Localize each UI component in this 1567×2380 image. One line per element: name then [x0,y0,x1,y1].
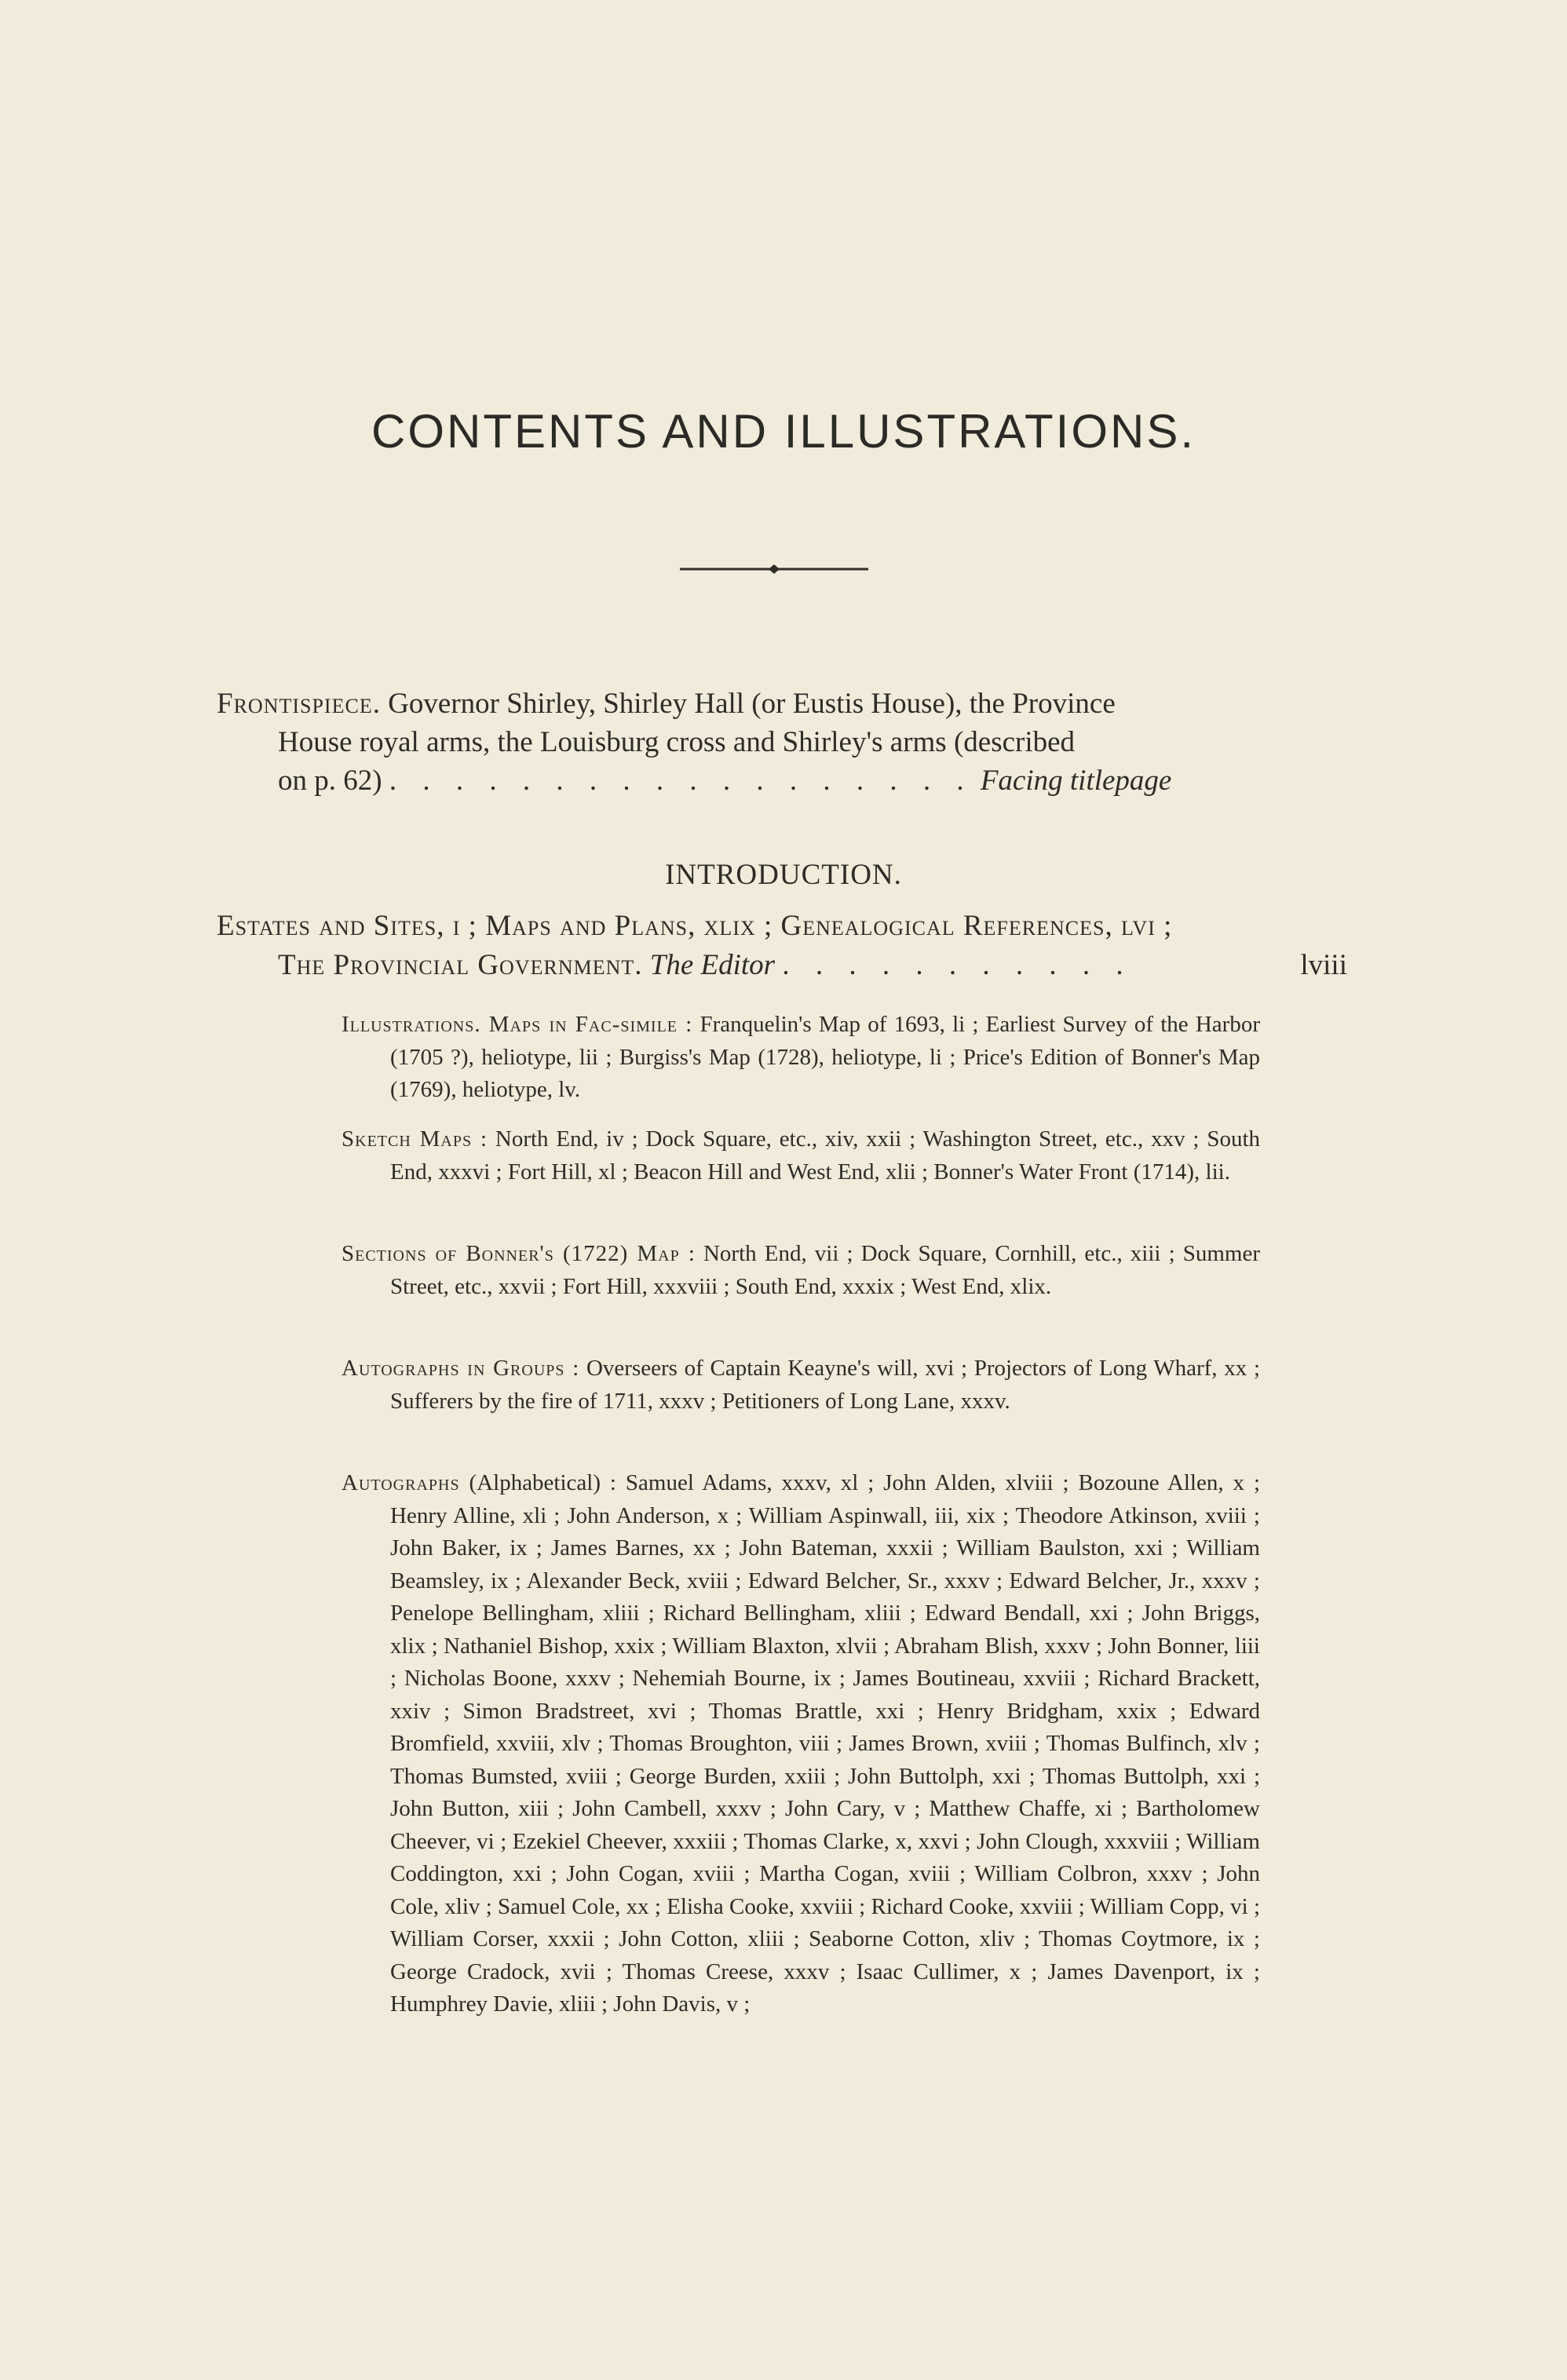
sketch-maps-text: North End, iv ; Dock Square, etc., xiv, xxii ; Washington Street, etc., xxv ; South End, xxxvi ; Fort Hill, xl ; Beacon Hill and West End, xlii ; Bonner's Water Front (1714), lii. [390,1126,1261,1185]
leader-dots: . . . . . . . . . . . . . . . . . . [389,765,973,797]
bonner-sections-label: Sections of Bonner's (1722) Map : [342,1241,696,1266]
sketch-maps-section [342,1123,1260,1188]
frontispiece-line-3: on p. 62) [278,765,382,797]
autographs-alphabetical-label: Autographs [342,1470,460,1495]
leader-dots: . . . . . . . . . . . [782,949,1133,981]
illustrations-label: Illustrations. Maps in Fac-simile : [342,1012,693,1037]
autographs-alphabetical-section [342,1467,1260,2021]
sketch-maps-label: Sketch Maps : [342,1126,488,1152]
illustrations-text: Franquelin's Map of 1693, li ; Earliest Survey of the Harbor (1705 ?), heliotype, lii ; Burgiss's Map (1728), heliotype, li ; Price's Edition of Bonner's Map (1769), heliotype, lv. [390,1012,1260,1102]
bonner-sections-text: North End, vii ; Dock Square, Cornhill, etc., xiii ; Summer Street, etc., xxvii ; Fort Hill, xxxviii ; South End, xxxix ; West End, xlix. [390,1241,1260,1299]
frontispiece-entry [217,684,1347,800]
autographs-groups-text: Overseers of Captain Keayne's will, xvi ; Projectors of Long Wharf, xx ; Sufferers by the fire of 1711, xxxv ; Petitioners of Long Lane, xxxv. [390,1356,1260,1414]
introduction-heading: INTRODUCTION. [665,859,902,891]
autographs-groups-label: Autographs in Groups : [342,1356,580,1381]
page-title: CONTENTS AND ILLUSTRATIONS. [371,405,1196,458]
introduction-entries [217,907,1347,985]
bonner-sections-section [342,1238,1260,1303]
frontispiece-line-2: House royal arms, the Louisburg cross and Shirley's arms (described [278,726,1076,758]
autographs-groups-section [342,1352,1260,1418]
introduction-page-number: lviii [1300,949,1347,981]
frontispiece-label: Frontispiece. [217,688,381,720]
ornamental-rule [680,564,868,575]
frontispiece-facing: Facing titlepage [980,765,1172,797]
frontispiece-line-1: Governor Shirley, Shirley Hall (or Eustis House), the Province [388,688,1116,720]
introduction-line-1: Estates and Sites, i ; Maps and Plans, xlix ; Genealogical References, lvi ; [217,910,1173,942]
introduction-line-2-label: The Provincial Government. [278,949,643,981]
illustrations-section [342,1009,1260,1107]
autographs-alphabetical-text: (Alphabetical) : Samuel Adams, xxxv, xl ; John Alden, xlviii ; Bozoune Allen, x ; Henry Alline, xli ; John Anderson, x ; William Aspinwall, iii, xix ; Theodore Atkinson, xviii ; John Baker, ix ; James Barnes, xx ; John Bateman, xxxii ; William Baulston, xxi ; William Beamsley, ix ; Alexander Beck, xviii ; Edward Belcher, Sr., xxxv ; Edward Belcher, Jr., xxxv ; Penelope Bellingham, xliii ; Richard Bellingham, xliii ; Edward Bendall, xxi ; John Briggs, xlix ; Nathaniel Bishop, xxix ; William Blaxton, xlvii ; Abraham Blish, xxxv ; John Bonner, liii ; Nicholas Boone, xxxv ; Nehemiah Bourne, ix ; James Boutineau, xxviii ; Richard Brackett, xxiv ; Simon Bradstreet, xvi ; Thomas Brattle, xxi ; Henry Bridgham, xxix ; Edward Bromfield, xxviii, xlv ; Thomas Broughton, viii ; James Brown, xviii ; Thomas Bulfinch, xlv ; Thomas Bumsted, xviii ; George Burden, xxiii ; John Buttolph, xxi ; Thomas Buttolph, xxi ; John Button, xiii ; John Cambell, xxxv ; John Cary, v ; Matthew Chaffe, xi ; Bartholomew Cheever, vi ; Ezekiel Cheever, xxxiii ; Thomas Clarke, x, xxvi ; John Clough, xxxviii ; William Coddington, xxi ; John Cogan, xviii ; Martha Cogan, xviii ; William Colbron, xxxv ; John Cole, xliv ; Samuel Cole, xx ; Elisha Cooke, xxviii ; Richard Cooke, xxviii ; William Copp, vi ; William Corser, xxxii ; John Cotton, xliii ; Seaborne Cotton, xliv ; Thomas Coytmore, ix ; George Cradock, xvii ; Thomas Creese, xxxv ; Isaac Cullimer, x ; James Davenport, ix ; Humphrey Davie, xliii ; John Davis, v ; [390,1470,1260,2017]
introduction-line-2-author: The Editor [649,949,776,981]
